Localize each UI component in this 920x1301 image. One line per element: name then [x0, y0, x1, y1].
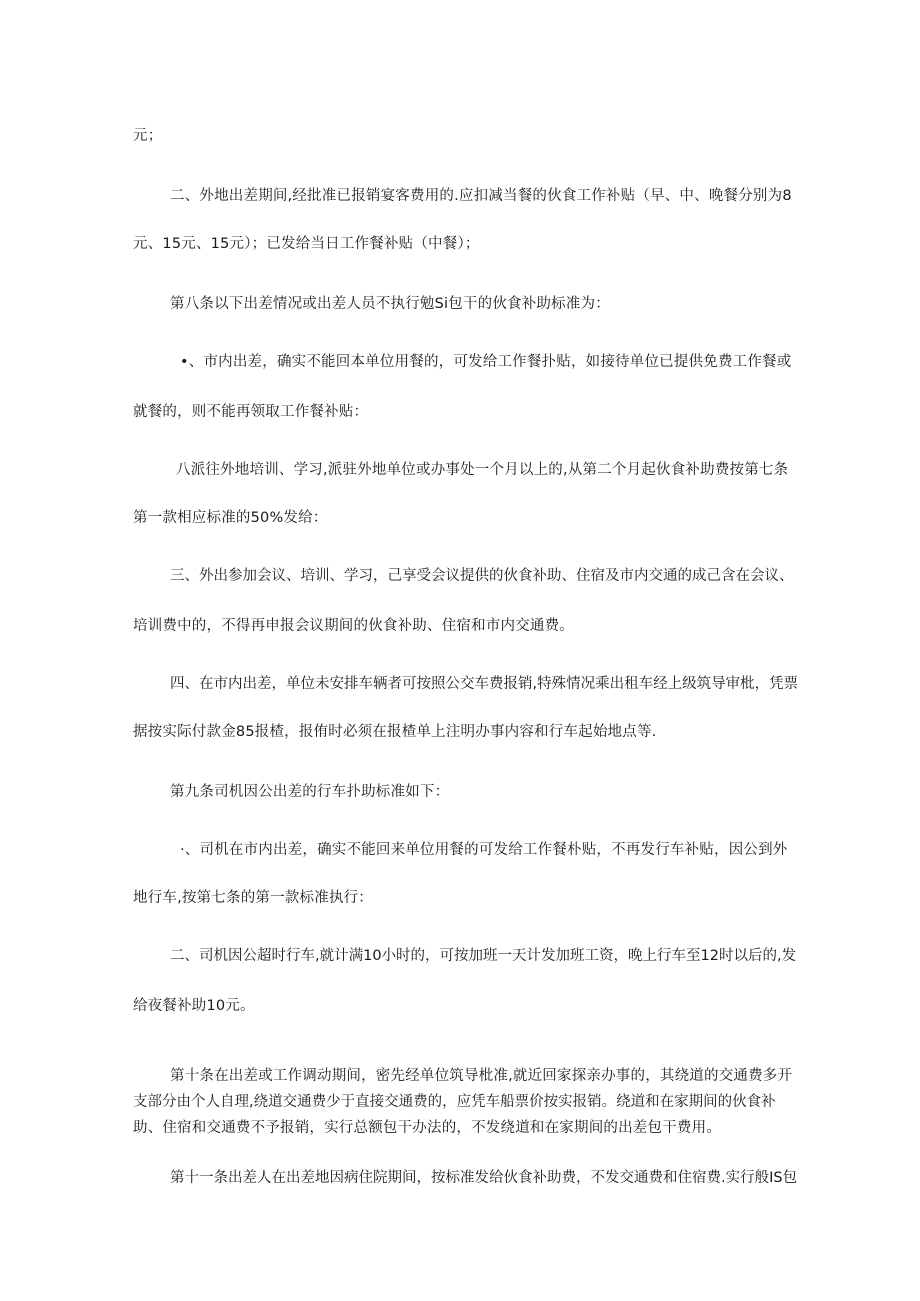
text-line: 第十条在出差或工作调动期间，密先经单位筑导枇准,就近回家探亲办事的，其绕道的交通费多开	[170, 1068, 793, 1084]
text-line: 二、司机因公超时行车,就计满10小时的，可按加班一天计发加班工资，晚上行车至12时以后的,发	[170, 948, 797, 964]
text-line: 元；	[133, 128, 163, 144]
text-line: 第一款相应标准的50%发给：	[133, 510, 328, 526]
text-line: 第十一条出差人在出差地因病住院期间，按标准发给伙食补助费，不发交通费和住宿费.实行般IS包	[170, 1170, 798, 1186]
text-line: 第八条以下出差情况或出差人员不执行勉Si包干的伙食补助标准为：	[170, 296, 610, 312]
text-line: 二、外地出差期间,经批准已报销宴客费用的.应扣减当餐的伙食工作补贴（早、中、晚餐分别为8	[170, 188, 792, 204]
text-line: •、市内出差，确实不能回本单位用餐的，可发给工作餐扑贴，如接待单位已提供免费工作餐或	[180, 354, 792, 370]
text-line: 据按实际付款金85报楂，报侑时必须在报楂单上注明办事内容和行车起始地点等.	[133, 724, 657, 740]
text-line: 支部分由个人自理,绕道交通费少于直接交通费的，应凭车船票价按实报销。绕道和在家期间的伙食补	[133, 1094, 776, 1110]
text-line: 八派往外地培训、学习,派驻外地单位或办事处一个月以上的,从第二个月起伙食补助费按第七条	[176, 462, 789, 478]
text-line: 就餐的，则不能再领取工作餐补贴：	[133, 404, 369, 420]
text-line: ·、司机在市内出差，确实不能回来单位用餐的可发给工作餐朴贴，不再发行车补贴，因公到外	[180, 842, 788, 858]
text-line: 三、外出参加会议、培训、学习，己享受会议提供的伙食补助、住宿及市内交通的成己含在会议、	[170, 568, 794, 584]
text-line: 助、住宿和交通费不予报销，实行总额包干办法的，不发绕道和在家期间的出差包干费用。	[133, 1120, 721, 1136]
text-line: 第九条司机因公出差的行车扑助标准如下：	[170, 784, 450, 800]
text-line: 培训费中的，不得再申报会议期间的伙食补助、住宿和市内交通费。	[133, 618, 574, 634]
text-line: 元、15元、15元）；已发给当日工作餐补贴（中餐）；	[133, 236, 480, 252]
text-line: 四、在市内出差，单位未安排车辆者可按照公交车费报销,特殊情况乘出租车经上级筑导审枇，凭票	[170, 676, 799, 692]
text-line: 给夜餐补助10元。	[133, 998, 255, 1014]
text-line: 地行车,按第七条的第一款标准执行：	[133, 890, 374, 906]
